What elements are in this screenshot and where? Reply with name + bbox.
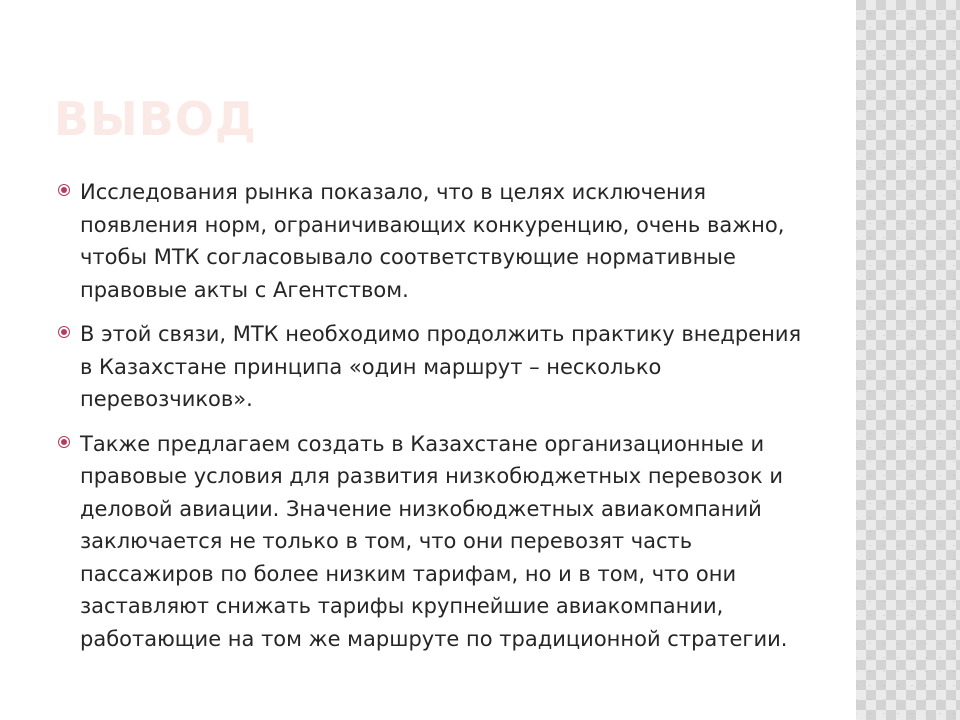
slide-title: ВЫВОД	[54, 92, 257, 146]
decorative-side-pattern	[856, 0, 960, 720]
bullet-item	[58, 176, 818, 306]
bullet-text: В этой связи, МТК необходимо продолжить практику внедрения в Казахстане принципа «один маршрут – несколько перевозчиков».	[80, 322, 802, 411]
bullet-list	[58, 176, 818, 667]
bullet-item	[58, 428, 818, 656]
bullet-text: Также предлагаем создать в Казахстане организационные и правовые условия для развития низкобюджетных перевозок и деловой авиации. Значение низкобюджетных авиакомпаний заключается не только в том, что они перевозят часть пассажиров по более низким тарифам, но и в том, что они заставляют снижать тарифы крупнейшие авиакомпании, работающие на том же маршруте по традиционной стратегии.	[80, 431, 788, 651]
bullet-text: Исследования рынка показало, что в целях исключения появления норм, ограничивающих конкуренцию, очень важно, чтобы МТК согласовывало соответствующие нормативные правовые акты с Агентством.	[80, 180, 785, 302]
circle-bullet-icon	[58, 184, 70, 196]
bullet-item	[58, 318, 818, 416]
circle-bullet-icon	[58, 326, 70, 338]
circle-bullet-icon	[58, 436, 70, 448]
